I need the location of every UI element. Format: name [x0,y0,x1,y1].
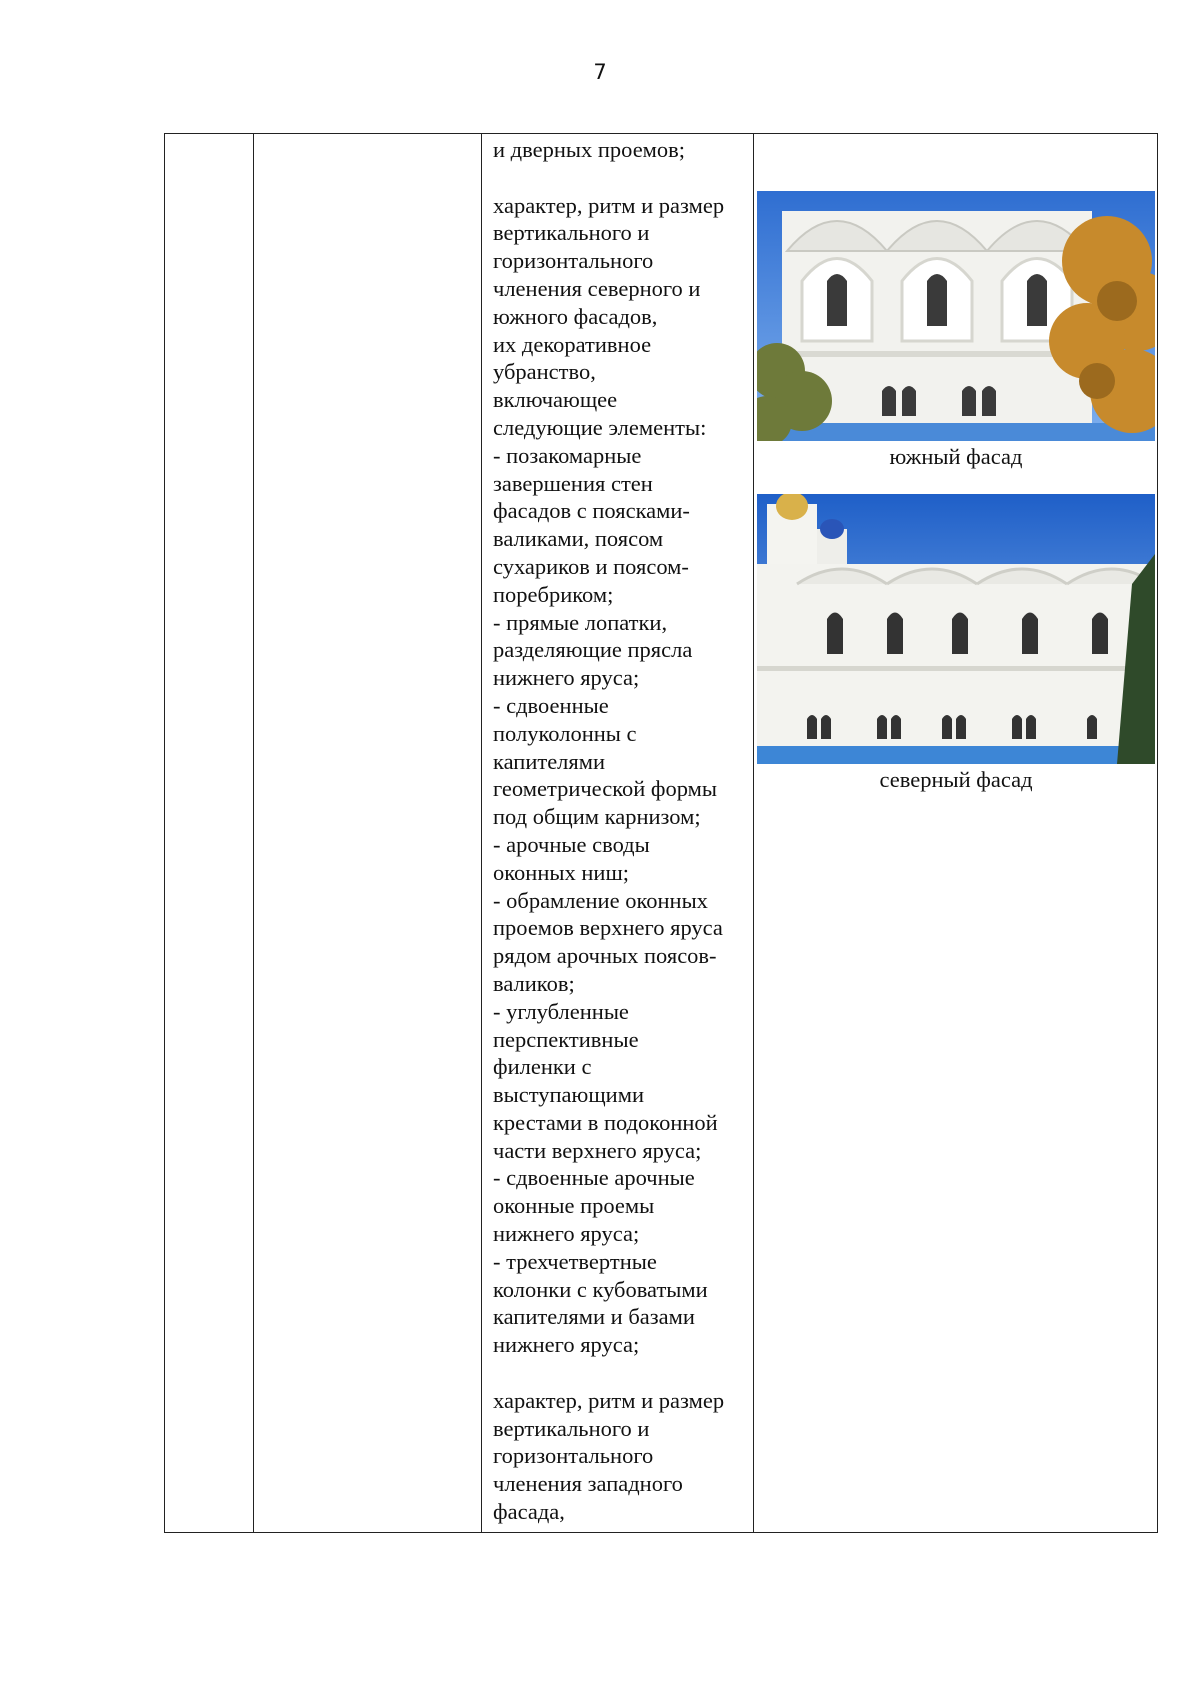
text-line: капителями [493,748,606,774]
south-facade-photo [757,191,1155,441]
text-line: южного фасадов, [493,303,658,329]
text-line: - прямые лопатки, [493,609,668,635]
north-facade-icon [757,494,1155,764]
text-line: нижнего яруса; [493,1221,640,1247]
text-line: геометрической формы [493,776,718,802]
text-line: фасадов с поясками- [493,498,690,524]
text-line: убранство, [493,359,596,385]
text-line: фасада, [493,1499,565,1525]
text-line: рядом арочных поясов- [493,943,717,969]
text-line: выступающими [493,1082,644,1108]
text-line: их декоративное [493,331,652,357]
text-line: колонки с кубоватыми [493,1276,708,1302]
text-line: сухариков и поясом- [493,553,689,579]
text-line: оконных ниш; [493,859,630,885]
text-line: следующие элементы: [493,414,707,440]
text-line: и дверных проемов; [493,137,686,162]
text-line: проемов верхнего яруса [493,915,723,941]
protected-elements-text [493,136,749,1526]
heritage-elements-table [164,133,1158,1533]
text-line: филенки с [493,1054,592,1080]
text-line: членения западного [493,1471,683,1497]
text-line: членения северного и [493,275,701,301]
text-line: под общим карнизом; [493,804,701,830]
text-line: горизонтального [493,248,654,274]
north-facade-caption: северный фасад [879,767,1033,792]
text-line: вертикального и [493,220,650,246]
paragraph-gap [493,164,749,192]
text-line: валиками, поясом [493,526,664,552]
text-line: - арочные своды [493,831,650,857]
page-number: 7 [593,60,607,84]
south-facade-icon [757,191,1155,441]
text-line: - трехчетвертные [493,1248,657,1274]
column-divider [481,134,482,1532]
text-line: разделяющие прясла [493,637,693,663]
text-line: - позакомарные [493,442,642,468]
text-line: валиков; [493,970,575,996]
text-line: капителями и базами [493,1304,695,1330]
text-line: части верхнего яруса; [493,1137,702,1163]
north-facade-photo [757,494,1155,764]
text-line: - углубленные [493,998,629,1024]
text-line: крестами в подоконной [493,1109,718,1135]
text-line: нижнего яруса; [493,665,640,691]
text-line: характер, ритм и размер [493,1387,725,1413]
text-line: оконные проемы [493,1193,655,1219]
paragraph-gap [493,1359,749,1387]
text-line: поребриком; [493,581,614,607]
text-line: горизонтального [493,1443,654,1469]
text-line: полуколонны с [493,720,637,746]
text-line: перспективные [493,1026,639,1052]
text-line: вертикального и [493,1415,650,1441]
text-line: завершения стен [493,470,653,496]
text-line: включающее [493,387,618,413]
column-divider [753,134,754,1532]
south-facade-caption: южный фасад [889,444,1023,469]
text-line: характер, ритм и размер [493,192,725,218]
text-line: - сдвоенные [493,692,609,718]
column-divider [253,134,254,1532]
text-line: - сдвоенные арочные [493,1165,695,1191]
text-line: нижнего яруса; [493,1332,640,1358]
text-line: - обрамление оконных [493,887,708,913]
